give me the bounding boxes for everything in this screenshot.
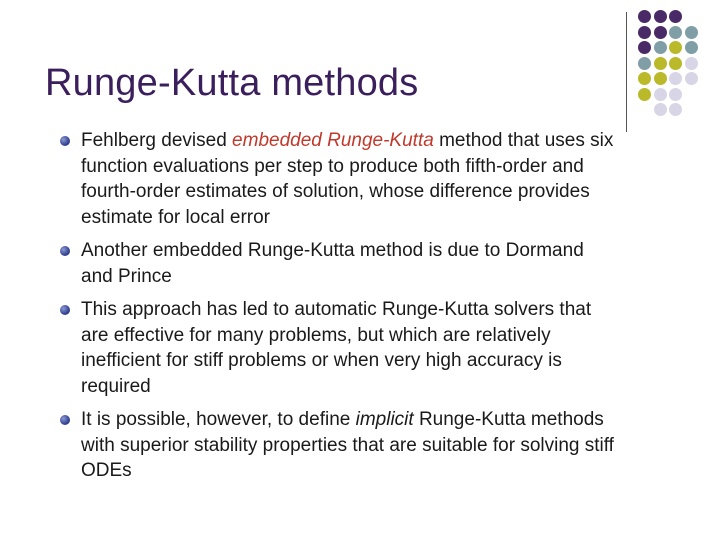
bullet-list <box>58 128 618 492</box>
bullet-text <box>81 299 591 397</box>
slide-title: Runge-Kutta methods <box>45 62 419 104</box>
bullet-icon <box>60 246 70 256</box>
decorative-dot <box>638 41 651 54</box>
decorative-dot <box>669 41 682 54</box>
decorative-dot <box>669 26 682 39</box>
decorative-dot <box>669 57 682 70</box>
decorative-dot <box>685 26 698 39</box>
decorative-dot <box>654 57 667 70</box>
decorative-dot <box>669 72 682 85</box>
bullet-icon <box>60 136 70 146</box>
decorative-dot <box>669 103 682 116</box>
bullet-text <box>81 130 613 228</box>
decorative-dot <box>685 57 698 70</box>
bullet-text-part: It is possible, however, to define <box>81 409 356 430</box>
bullet-icon <box>60 415 70 425</box>
bullet-text-part: Fehlberg devised <box>81 130 233 151</box>
bullet-item <box>58 238 618 289</box>
decorative-dot <box>638 26 651 39</box>
decorative-dot <box>654 88 667 101</box>
decorative-dot <box>669 88 682 101</box>
decorative-dot <box>638 72 651 85</box>
decorative-dot <box>669 10 682 23</box>
bullet-text-part: Another embedded Runge-Kutta method is due to Dormand and Prince <box>81 240 584 287</box>
decorative-dot <box>638 10 651 23</box>
decorative-dot <box>654 26 667 39</box>
decorative-dot <box>654 72 667 85</box>
decorative-dot <box>654 103 667 116</box>
decorative-dot <box>685 41 698 54</box>
bullet-text-part: Runge-Kutta methods with superior stability properties that are suitable for solving stiff ODEs <box>81 409 614 481</box>
bullet-item <box>58 407 618 484</box>
bullet-text-part: This approach has led to automatic Runge-Kutta solvers that are effective for many problems, but which are relatively inefficient for stiff problems or when very high accuracy is required <box>81 299 592 397</box>
vertical-divider <box>626 12 627 132</box>
bullet-text <box>81 409 614 481</box>
decorative-dot <box>654 41 667 54</box>
decorative-dot-grid <box>638 10 720 120</box>
bullet-text-emphasis: embedded Runge-Kutta <box>232 130 434 151</box>
decorative-dot <box>685 72 698 85</box>
bullet-text <box>81 240 584 287</box>
bullet-text-part: method that uses six function evaluations per step to produce both fifth-order and fourth-order estimates of solution, whose difference provides estimate for local error <box>81 130 614 228</box>
decorative-dot <box>638 57 651 70</box>
bullet-icon <box>60 305 70 315</box>
bullet-item <box>58 297 618 399</box>
decorative-dot <box>638 88 651 101</box>
bullet-item <box>58 128 618 230</box>
bullet-text-emphasis: implicit <box>355 409 414 430</box>
decorative-dot <box>654 10 667 23</box>
